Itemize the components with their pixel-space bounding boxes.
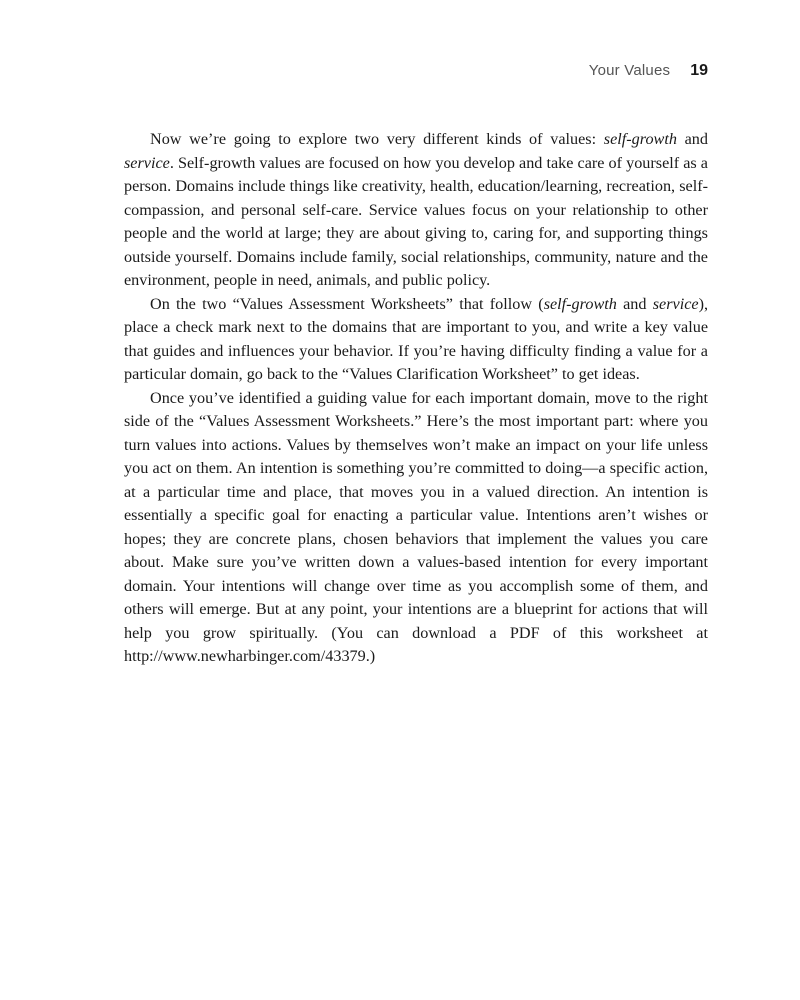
emphasis-service: service bbox=[124, 153, 170, 172]
page-number: 19 bbox=[690, 62, 708, 79]
text-span: . Self-growth values are focused on how you develop and take care of yourself as a person. Domains include things like creativity, health, education/learning, recreation, self-compassion, and personal self-care. Service values focus on your relationship to other people and the world at large; they are about giving to, caring for, and supporting things outside yourself. Domains include family, social relationships, community, nature and the environment, people in need, animals, and public policy. bbox=[124, 153, 708, 289]
emphasis-service: service bbox=[652, 294, 699, 313]
section-title: Your Values bbox=[588, 62, 671, 79]
emphasis-self-growth: self-growth bbox=[543, 294, 617, 313]
text-span: Now we’re going to explore two very different kinds of values: bbox=[150, 130, 604, 148]
body-text bbox=[124, 128, 708, 669]
running-header bbox=[589, 62, 708, 80]
text-span: ), place a check mark next to the domains that are important to you, and write a key value that guides and influences your behavior. If you’re having difficulty finding a value for a particular domain, go back to the “Values Clarification Worksheet” to get ideas. bbox=[124, 294, 709, 383]
emphasis-self-growth: self-growth bbox=[603, 130, 677, 148]
text-span: and bbox=[616, 294, 653, 313]
text-span: On the two “Values Assessment Worksheets” that follow ( bbox=[150, 294, 544, 313]
paragraph-worksheet-instructions bbox=[124, 293, 708, 387]
paragraph-intentions: Once you’ve identified a guiding value for each important domain, move to the right side of the “Values Assessment Worksheets.” Here’s the most important part: where you turn values into actions. Values by themselves won’t make an impact on your life unless you act on them. An intention is something you’re committed to doing—a specific action, at a particular time and place, that moves you in a valued direction. An intention is essentially a specific goal for enacting a particular value. Intentions aren’t wishes or hopes; they are concrete plans, chosen behaviors that implement the values you care about. Make sure you’ve written down a values-based intention for every important domain. Your intentions will change over time as you accomplish some of them, and others will emerge. But at any point, your intentions are a blueprint for actions that will help you grow spiritually. (You can download a PDF of this worksheet at http://www.newharbinger.com/43379.) bbox=[124, 388, 708, 665]
text-span: and bbox=[676, 130, 708, 148]
paragraph-value-types bbox=[124, 128, 708, 293]
